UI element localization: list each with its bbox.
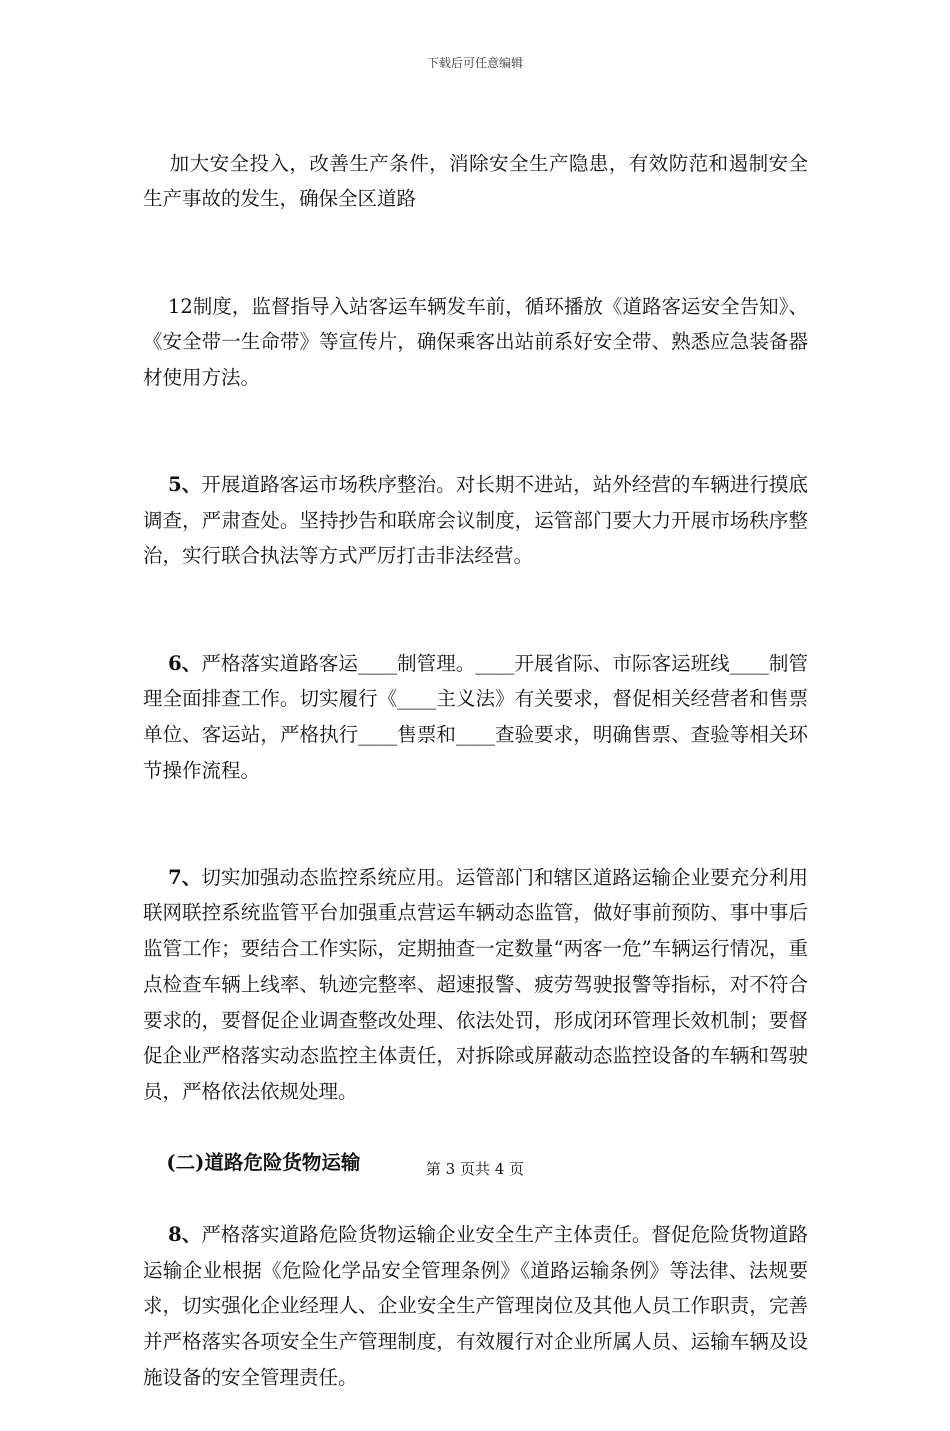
page-header: 下载后可任意编辑 (426, 56, 523, 70)
paragraph-text: 12制度，监督指导入站客运车辆发车前，循环播放《道路客运安全告知》、《安全带一生命带》等宣传片，确保乘客出站前系好安全带、熟悉应急装备器材使用方法。 (143, 294, 808, 389)
paragraph-text: 加大安全投入，改善生产条件，消除安全生产隐患，有效防范和遏制安全生产事故的发生，确保全区道路 (143, 151, 808, 211)
paragraph-lead: 5、 (168, 473, 202, 497)
paragraph-item-7 (143, 824, 808, 1145)
paragraph-text: 严格落实道路客运____制管理。____开展省际、市际客运班线____制管理全面排查工作。切实履行《____主义法》有关要求，督促相关经营者和售票单位、客运站，严格执行____售票和____查验要求，明确售票、查验等相关环节操作流程。 (143, 651, 808, 782)
paragraph-text: 开展道路客运市场秩序整治。对长期不进站，站外经营的车辆进行摸底调查，严肃查处。坚持抄告和联席会议制度，运管部门要大力开展市场秩序整治，实行联合执法等方式严厉打击非法经营。 (143, 473, 808, 568)
paragraph-item-5 (143, 431, 808, 610)
paragraph-lead: 8、 (168, 1222, 202, 1246)
paragraph-text: 切实加强动态监控系统应用。运管部门和辖区道路运输企业要充分利用联网联控系统监管平台加强重点营运车辆动态监管，做好事前预防、事中事后监管工作；要结合工作实际，定期抽查一定数量“两客一危”车辆运行情况，重点检查车辆上线率、轨迹完整率、超速报警、疲劳驾驶报警等指标，对不符合要求的，要督促企业调查整改处理、依法处罚，形成闭环管理长效机制；要督促企业严格落实动态监控主体责任，对拆除或屏蔽动态监控设备的车辆和驾驶员，严格依法依规处理。 (143, 865, 808, 1103)
paragraph-lead: 7、 (168, 865, 202, 889)
paragraph-item-6 (143, 610, 808, 824)
paragraph-text: 严格落实道路危险货物运输企业安全生产主体责任。督促危险货物道路运输企业根据《危险化学品安全管理条例》《道路运输条例》等法律、法规要求，切实强化企业经理人、企业安全生产管理岗位及其他人员工作职责，完善并严格落实各项安全生产管理制度，有效履行对企业所属人员、运输车辆及设施设备的安全管理责任。 (143, 1222, 808, 1389)
paragraph-2 (143, 253, 808, 432)
paragraph-item-8 (143, 1181, 808, 1431)
document-body (143, 110, 808, 1431)
paragraph-lead: 6、 (168, 651, 202, 675)
section-title: (二)道路危险货物运输 (166, 1151, 361, 1175)
page-footer: 第 3 页共 4 页 (425, 1160, 525, 1178)
paragraph-1 (143, 110, 808, 253)
